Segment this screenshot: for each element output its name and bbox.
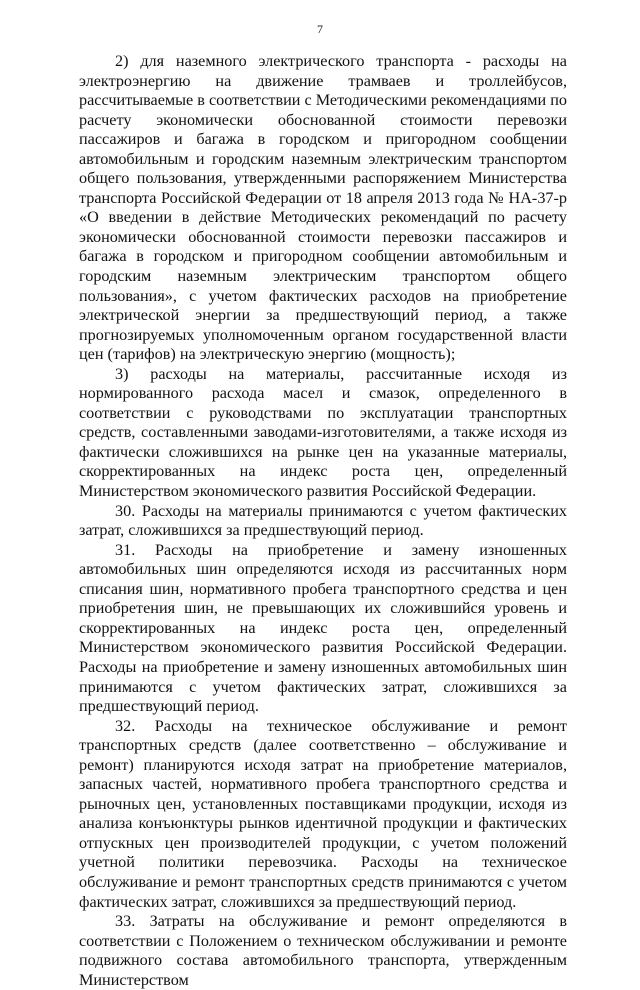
paragraph-item-3-materials: 3) расходы на материалы, рассчитанные исходя из нормированного расхода масел и смазок, определенного в соответствии с руководствами по эксплуатации транспортных средств, составленными заводами-изготовителями, а также исходя из фактически сложившихся на рынке цен на указанные материалы, скорректированных на индекс роста цен, определенный Министерством экономического развития Российской Федерации. bbox=[79, 364, 567, 501]
paragraph-clause-32: 32. Расходы на техническое обслуживание и ремонт транспортных средств (далее соответственно – обслуживание и ремонт) планируются исходя затрат на приобретение материалов, запасных частей, нормативного пробега транспортного средства и рыночных цен, установленных поставщиками продукции, исходя из анализа конъюнктуры рынков идентичной продукции и фактических отпускных цен производителей продукции, с учетом положений учетной политики перевозчика. Расходы на техническое обслуживание и ремонт транспортных средств принимаются с учетом фактических затрат, сложившихся за предшествующий период. bbox=[79, 716, 567, 911]
paragraph-item-2-electric-transport: 2) для наземного электрического транспорта - расходы на электроэнергию на движение трамваев и троллейбусов, рассчитываемые в соответствии с Методическими рекомендациями по расчету экономически обоснованной стоимости перевозки пассажиров и багажа в городском и пригородном сообщении автомобильным и городским наземным электрическим транспортом общего пользования, утвержденными распоряжением Министерства транспорта Российской Федерации от 18 апреля 2013 года № НА-37-р «О введении в действие Методических рекомендаций по расчету экономически обоснованной стоимости перевозки пассажиров и багажа в городском и пригородном сообщении автомобильным и городским наземным электрическим транспортом общего пользования», с учетом фактических расходов на приобретение электрической энергии за предшествующий период, а также прогнозируемых уполномоченным органом государственной власти цен (тарифов) на электрическую энергию (мощность); bbox=[79, 52, 567, 364]
document-body bbox=[79, 52, 567, 990]
paragraph-clause-33: 33. Затраты на обслуживание и ремонт определяются в соответствии с Положением о техническом обслуживании и ремонте подвижного состава автомобильного транспорта, утвержденным Министерством bbox=[79, 912, 567, 989]
paragraph-clause-30: 30. Расходы на материалы принимаются с учетом фактических затрат, сложившихся за предшествующий период. bbox=[79, 501, 567, 540]
paragraph-clause-31: 31. Расходы на приобретение и замену изношенных автомобильных шин определяются исходя из рассчитанных норм списания шин, нормативного пробега транспортного средства и цен приобретения шин, не превышающих их сложившийся уровень и скорректированных на индекс роста цен, определенный Министерством экономического развития Российской Федерации. Расходы на приобретение и замену изношенных автомобильных шин принимаются с учетом фактических затрат, сложившихся за предшествующий период. bbox=[79, 540, 567, 716]
page-number: 7 bbox=[317, 22, 323, 36]
